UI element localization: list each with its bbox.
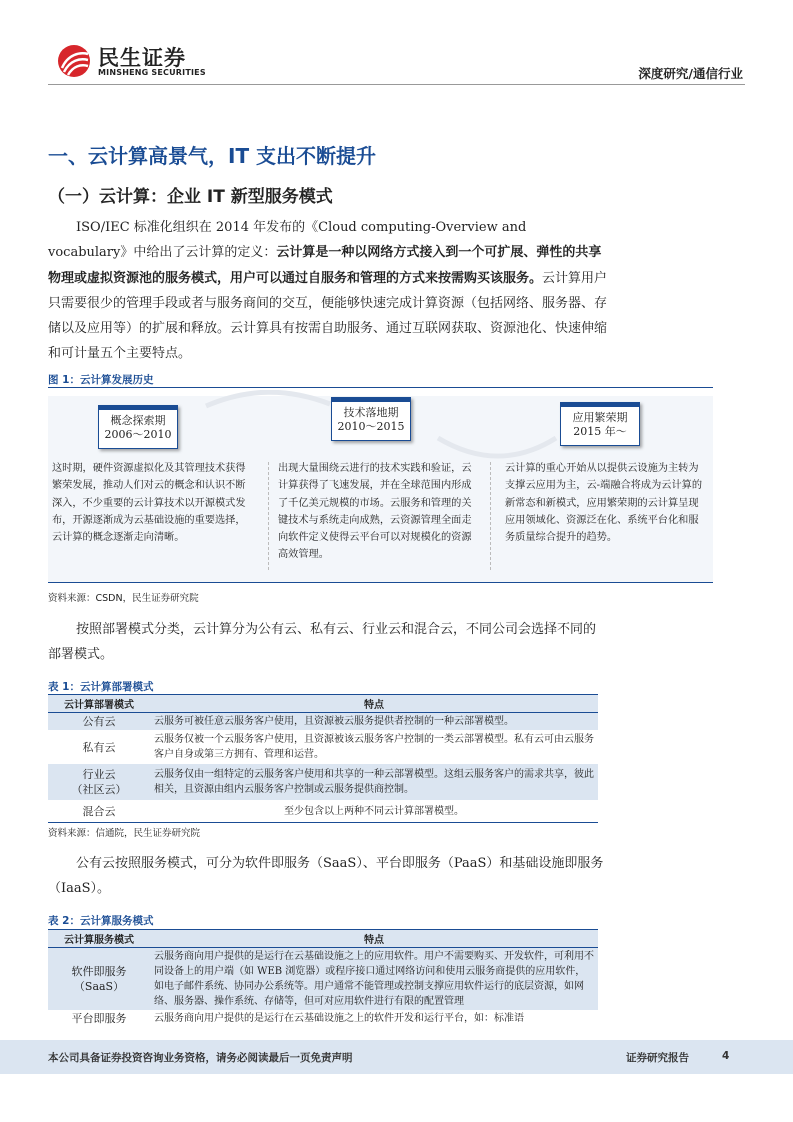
era-box-3-bar bbox=[561, 403, 639, 407]
era-1-period: 2006～2010 bbox=[104, 428, 172, 441]
table1-header-row bbox=[48, 695, 598, 713]
table-row bbox=[48, 730, 598, 764]
arrow-1-2 bbox=[206, 392, 330, 406]
figure1-title: 图 1：云计算发展历史 bbox=[48, 374, 154, 386]
table1-row4-key: 混合云 bbox=[48, 800, 150, 823]
table1-source: 资料来源：信通院，民生证券研究院 bbox=[48, 828, 201, 839]
table2-title: 表 2：云计算服务模式 bbox=[48, 915, 154, 927]
footer-report-type: 证券研究报告 bbox=[626, 1052, 689, 1064]
era-box-1 bbox=[98, 405, 178, 449]
table1-row3-desc: 云服务仅由一组特定的云服务客户使用和共享的一种云部署模型。这组云服务客户的需求共享，彼此相关，且资源由组内云服务客户控制或云服务提供商控制。 bbox=[150, 764, 598, 800]
table-row bbox=[48, 948, 598, 1011]
page-number: 4 bbox=[722, 1050, 730, 1062]
figure1-bottom-rule bbox=[48, 582, 713, 583]
era-2-description: 出现大量围绕云进行的技术实践和验证，云计算获得了飞速发展，并在全球范围内形成了千亿美元规模的市场。云服务和管理的关键技术与系统走向成熟，云资源管理全面走向软件定义使得云平台可以对规模化的资源高效管理。 bbox=[278, 463, 472, 561]
table-row bbox=[48, 800, 598, 823]
table1-row2-key: 私有云 bbox=[82, 740, 116, 754]
report-category: 深度研究/通信行业 bbox=[638, 66, 743, 81]
era-box-1-bar bbox=[99, 406, 177, 410]
service-text: 公有云按照服务模式，可分为软件即服务（SaaS）、平台即服务（PaaS）和基础设施即服务（IaaS）。 bbox=[48, 856, 604, 897]
table2-header-mode: 云计算服务模式 bbox=[48, 930, 150, 948]
table1-header-mode: 云计算部署模式 bbox=[48, 695, 150, 713]
era-divider-2 bbox=[490, 462, 491, 570]
era-1-name: 概念探索期 bbox=[110, 414, 166, 427]
figure1-top-rule bbox=[48, 387, 713, 388]
era-1-description: 这时期，硬件资源虚拟化及其管理技术获得繁荣发展，推动人们对云的概念和认识不断深入，不少重要的云计算技术以开源模式发布，开源逐渐成为云基础设施的重要选择，云计算的概念逐渐走向清晰。 bbox=[52, 463, 246, 544]
intro-paragraph bbox=[48, 215, 608, 367]
table2-header-features: 特点 bbox=[150, 930, 598, 948]
table-row bbox=[48, 764, 598, 800]
logo-english-name: MINSHENG SECURITIES bbox=[98, 68, 206, 77]
table2-row2-key: 平台即服务 bbox=[71, 1012, 127, 1025]
intro-definition-bold: 云计算是一种以网络方式接入到一个可扩展、弹性的共享物理或虚拟资源池的服务模式，用户可以通过自服务和管理的方式来按需购买该服务。 bbox=[48, 245, 602, 286]
header-divider bbox=[48, 84, 745, 85]
table1-row1-desc: 云服务可被任意云服务客户使用，且资源被云服务提供者控制的一种云部署模型。 bbox=[150, 713, 598, 731]
table1-title: 表 1：云计算部署模式 bbox=[48, 681, 154, 693]
era-divider-1 bbox=[268, 462, 269, 570]
table2-row1-key: 软件即服务 （SaaS） bbox=[48, 948, 150, 1011]
era-2-name: 技术落地期 bbox=[343, 406, 399, 419]
table2-header-row bbox=[48, 930, 598, 948]
deployment-paragraph bbox=[48, 617, 608, 668]
era-box-2 bbox=[331, 397, 411, 441]
table1-row1-key: 公有云 bbox=[48, 713, 150, 731]
figure1-source: 资料来源：CSDN，民生证券研究院 bbox=[48, 593, 199, 604]
table-row bbox=[48, 1010, 598, 1027]
era-3-period: 2015 年～ bbox=[573, 425, 627, 438]
table2-row1-desc: 云服务商向用户提供的是运行在云基础设施之上的应用软件。用户不需要购买、开发软件，可利用不同设备上的用户端（如 WEB 浏览器）或程序接口通过网络访问和使用云服务商提供的应用软件，如电子邮件系统、协同办公系统等。用户通常不能管理或控制支撑应用软件运行的底层资源，如网络、服务器、操作系统、存储等，但可对应用软件进行有限的配置管理 bbox=[150, 948, 598, 1011]
arrow-2-3 bbox=[438, 438, 556, 456]
service-table bbox=[48, 929, 598, 1027]
subsection-title: （一）云计算：企业 IT 新型服务模式 bbox=[48, 187, 333, 207]
table1-row2-desc: 云服务仅被一个云服务客户使用，且资源被该云服务客户控制的一类云部署模型。私有云可由云服务客户自身或第三方拥有、管理和运营。 bbox=[154, 734, 594, 760]
table1-row3-key: 行业云 （社区云） bbox=[48, 764, 150, 800]
deployment-table bbox=[48, 694, 598, 823]
era-3-description: 云计算的重心开始从以提供云设施为主转为支撑云应用为主，云-端融合将成为云计算的新常态和新模式，应用繁荣期的云计算呈现应用领域化、资源泛在化、系统平台化和服务质量综合提升的趋势。 bbox=[505, 463, 703, 544]
bottom-margin bbox=[0, 1074, 793, 1122]
deployment-text: 按照部署模式分类，云计算分为公有云、私有云、行业云和混合云，不同公司会选择不同的部署模式。 bbox=[48, 622, 597, 663]
era-3-name: 应用繁荣期 bbox=[572, 411, 628, 424]
service-paragraph bbox=[48, 851, 608, 902]
section-title: 一、云计算高景气，IT 支出不断提升 bbox=[48, 144, 377, 168]
era-2-period: 2010～2015 bbox=[337, 420, 405, 433]
table1-row4-desc: 至少包含以上两种不同云计算部署模型。 bbox=[150, 800, 598, 823]
minsheng-logo-icon bbox=[56, 44, 92, 78]
intro-text-1: ISO/IEC 标准化组织在 2014 年发布的《Cloud computing-Overview and vocabulary》中给出了云计算的定义： bbox=[48, 220, 527, 261]
table2-row2-desc: 云服务商向用户提供的是运行在云基础设施之上的软件开发和运行平台，如：标准语 bbox=[154, 1013, 524, 1024]
era-box-2-bar bbox=[332, 398, 410, 402]
table1-header-features: 特点 bbox=[150, 695, 598, 713]
era-box-3 bbox=[560, 402, 640, 446]
intro-text-2: 云计算用户只需要很少的管理手段或者与服务商间的交互，便能够快速完成计算资源（包括网络、服务器、存储以及应用等）的扩展和释放。云计算具有按需自助服务、通过互联网获取、资源池化、快速伸缩和可计量五个主要特点。 bbox=[48, 270, 608, 362]
logo-chinese-name: 民生证券 bbox=[98, 46, 186, 70]
footer-disclaimer-notice: 本公司具备证券投资咨询业务资格，请务必阅读最后一页免责声明 bbox=[48, 1052, 353, 1064]
table-row bbox=[48, 713, 598, 731]
